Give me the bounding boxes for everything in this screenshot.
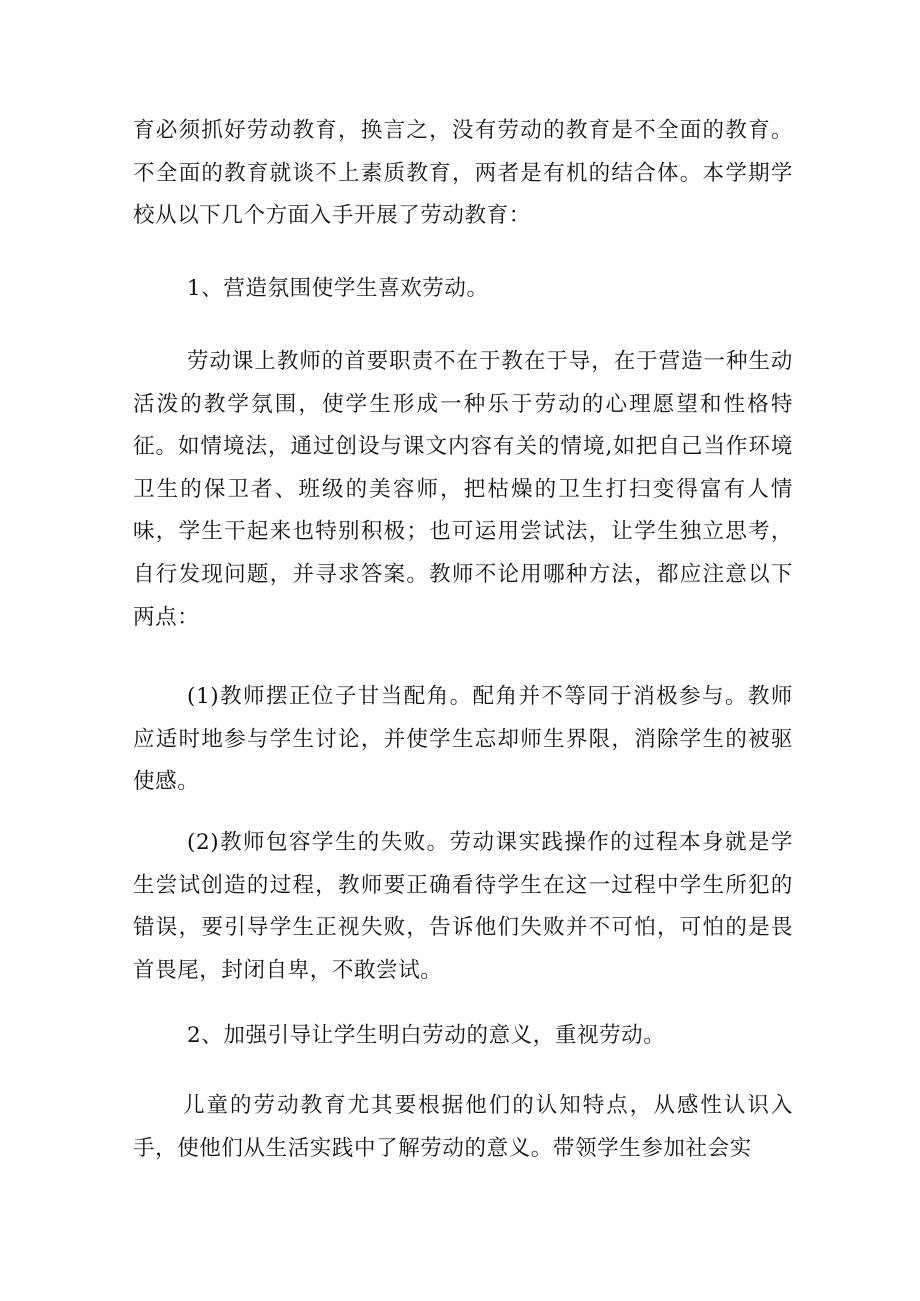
paragraph-section-1-body: 劳动课上教师的首要职责不在于教在于导，在于营造一种生动活泼的教学氛围，使学生形成一种乐于劳动的心理愿望和性格特征。如情境法，通过创设与课文内容有关的情境,如把自己当作环境卫生的保卫者、班级的美容师，把枯燥的卫生打扫变得富有人情味，学生干起来也特别积极；也可运用尝试法，让学生独立思考，自行发现问题，并寻求答案。教师不论用哪种方法，都应注意以下两点： xyxy=(133,349,793,630)
paragraph-point-1: (1)教师摆正位子甘当配角。配角并不等同于消极参与。教师应适时地参与学生讨论，并使学生忘却师生界限，消除学生的被驱使感。 xyxy=(133,684,793,795)
paragraph-point-2: (2)教师包容学生的失败。劳动课实践操作的过程本身就是学生尝试创造的过程，教师要正确看待学生在这一过程中学生所犯的错误，要引导学生正视失败，告诉他们失败并不可怕，可怕的是畏首畏尾，封闭自卑，不敢尝试。 xyxy=(133,830,793,983)
heading-section-1: 1、营造氛围使学生喜欢劳动。 xyxy=(187,276,489,301)
heading-section-2: 2、加强引导让学生明白劳动的意义，重视劳动。 xyxy=(187,1023,666,1048)
paragraph-intro-continued: 育必须抓好劳动教育，换言之，没有劳动的教育是不全面的教育。不全面的教育就谈不上素质教育，两者是有机的结合体。本学期学校从以下几个方面入手开展了劳动教育： xyxy=(133,118,793,229)
paragraph-section-2-body: 儿童的劳动教育尤其要根据他们的认知特点，从感性认识入手，使他们从生活实践中了解劳动的意义。带领学生参加社会实 xyxy=(133,1093,793,1161)
